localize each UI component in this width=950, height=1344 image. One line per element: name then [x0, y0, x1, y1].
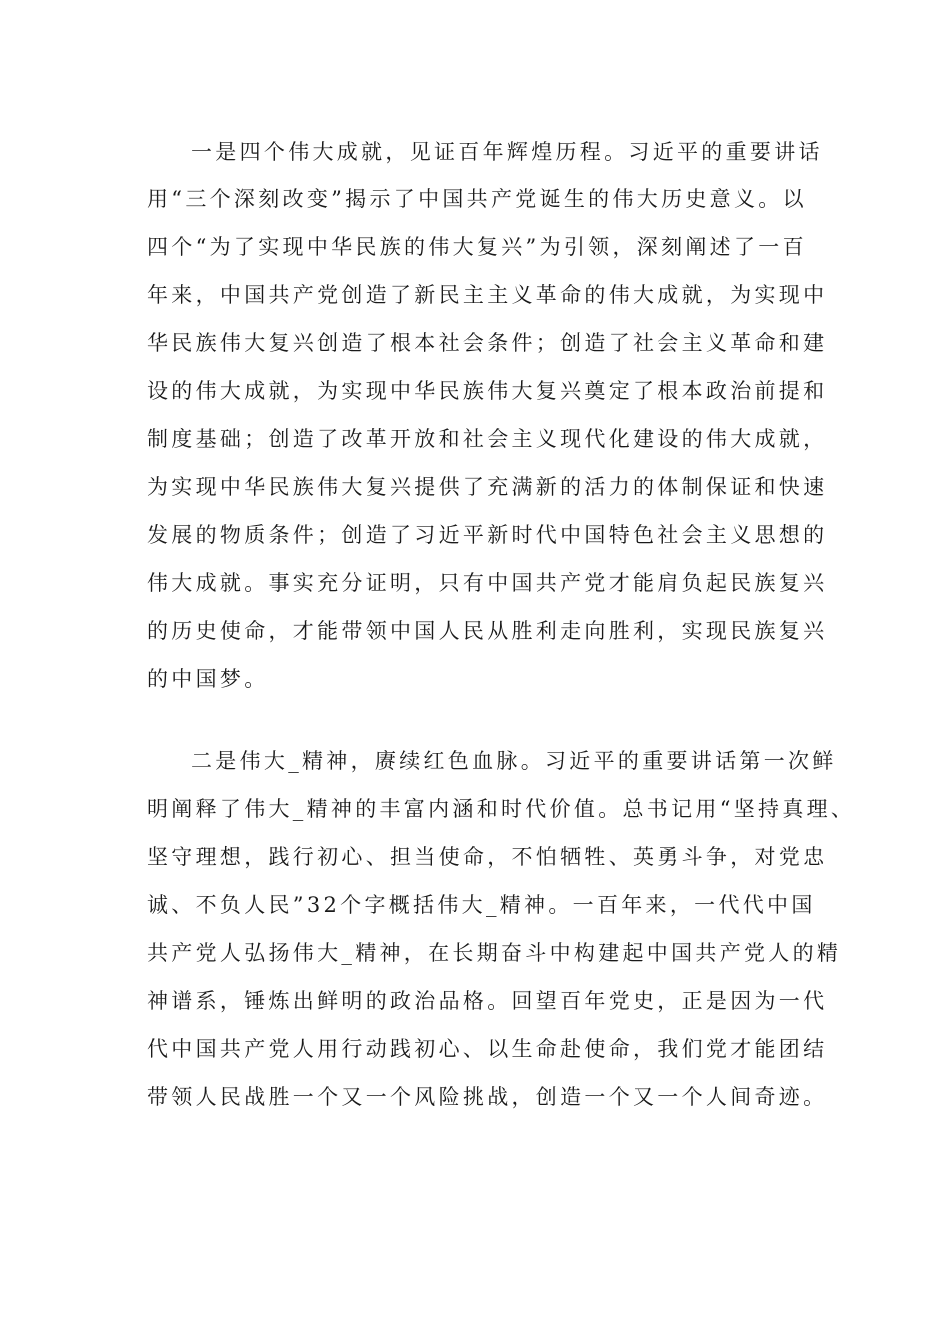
- paragraph-line: 制度基础；创造了改革开放和社会主义现代化建设的伟大成就，: [147, 427, 828, 451]
- paragraph-line: 华民族伟大复兴创造了根本社会条件；创造了社会主义革命和建: [147, 331, 828, 355]
- paragraph-line: 用“三个深刻改变”揭示了中国共产党诞生的伟大历史意义。以: [147, 187, 807, 211]
- paragraph-line: 发展的物质条件；创造了习近平新时代中国特色社会主义思想的: [147, 523, 828, 547]
- paragraph-line: 诚、不负人民”32个字概括伟大_精神。一百年来，一代代中国: [147, 893, 816, 917]
- paragraph-line: 为实现中华民族伟大复兴提供了充满新的活力的体制保证和快速: [147, 475, 828, 499]
- paragraph-line: 四个“为了实现中华民族的伟大复兴”为引领，深刻阐述了一百: [147, 235, 807, 259]
- paragraph-line: 年来，中国共产党创造了新民主主义革命的伟大成就，为实现中: [147, 283, 828, 307]
- paragraph-line: 带领人民战胜一个又一个风险挑战，创造一个又一个人间奇迹。: [147, 1085, 828, 1109]
- paragraph-line: 代中国共产党人用行动践初心、以生命赴使命，我们党才能团结: [147, 1037, 828, 1061]
- paragraph-line: 共产党人弘扬伟大_精神，在长期奋斗中构建起中国共产党人的精: [147, 941, 842, 965]
- paragraph-line: 明阐释了伟大_精神的丰富内涵和时代价值。总书记用“坚持真理、: [147, 797, 856, 821]
- paragraph-line: 的历史使命，才能带领中国人民从胜利走向胜利，实现民族复兴: [147, 619, 828, 643]
- paragraph-line: 设的伟大成就，为实现中华民族伟大复兴奠定了根本政治前提和: [147, 379, 828, 403]
- paragraph-line: 坚守理想，践行初心、担当使命，不怕牺牲、英勇斗争，对党忠: [147, 845, 828, 869]
- paragraph-line: 二是伟大_精神，赓续红色血脉。习近平的重要讲话第一次鲜: [191, 749, 837, 773]
- paragraph-line: 伟大成就。事实充分证明，只有中国共产党才能肩负起民族复兴: [147, 571, 828, 595]
- paragraph-line: 一是四个伟大成就，见证百年辉煌历程。习近平的重要讲话: [191, 140, 823, 164]
- paragraph-line: 的中国梦。: [147, 667, 269, 691]
- paragraph-line: 神谱系，锤炼出鲜明的政治品格。回望百年党史，正是因为一代: [147, 989, 828, 1013]
